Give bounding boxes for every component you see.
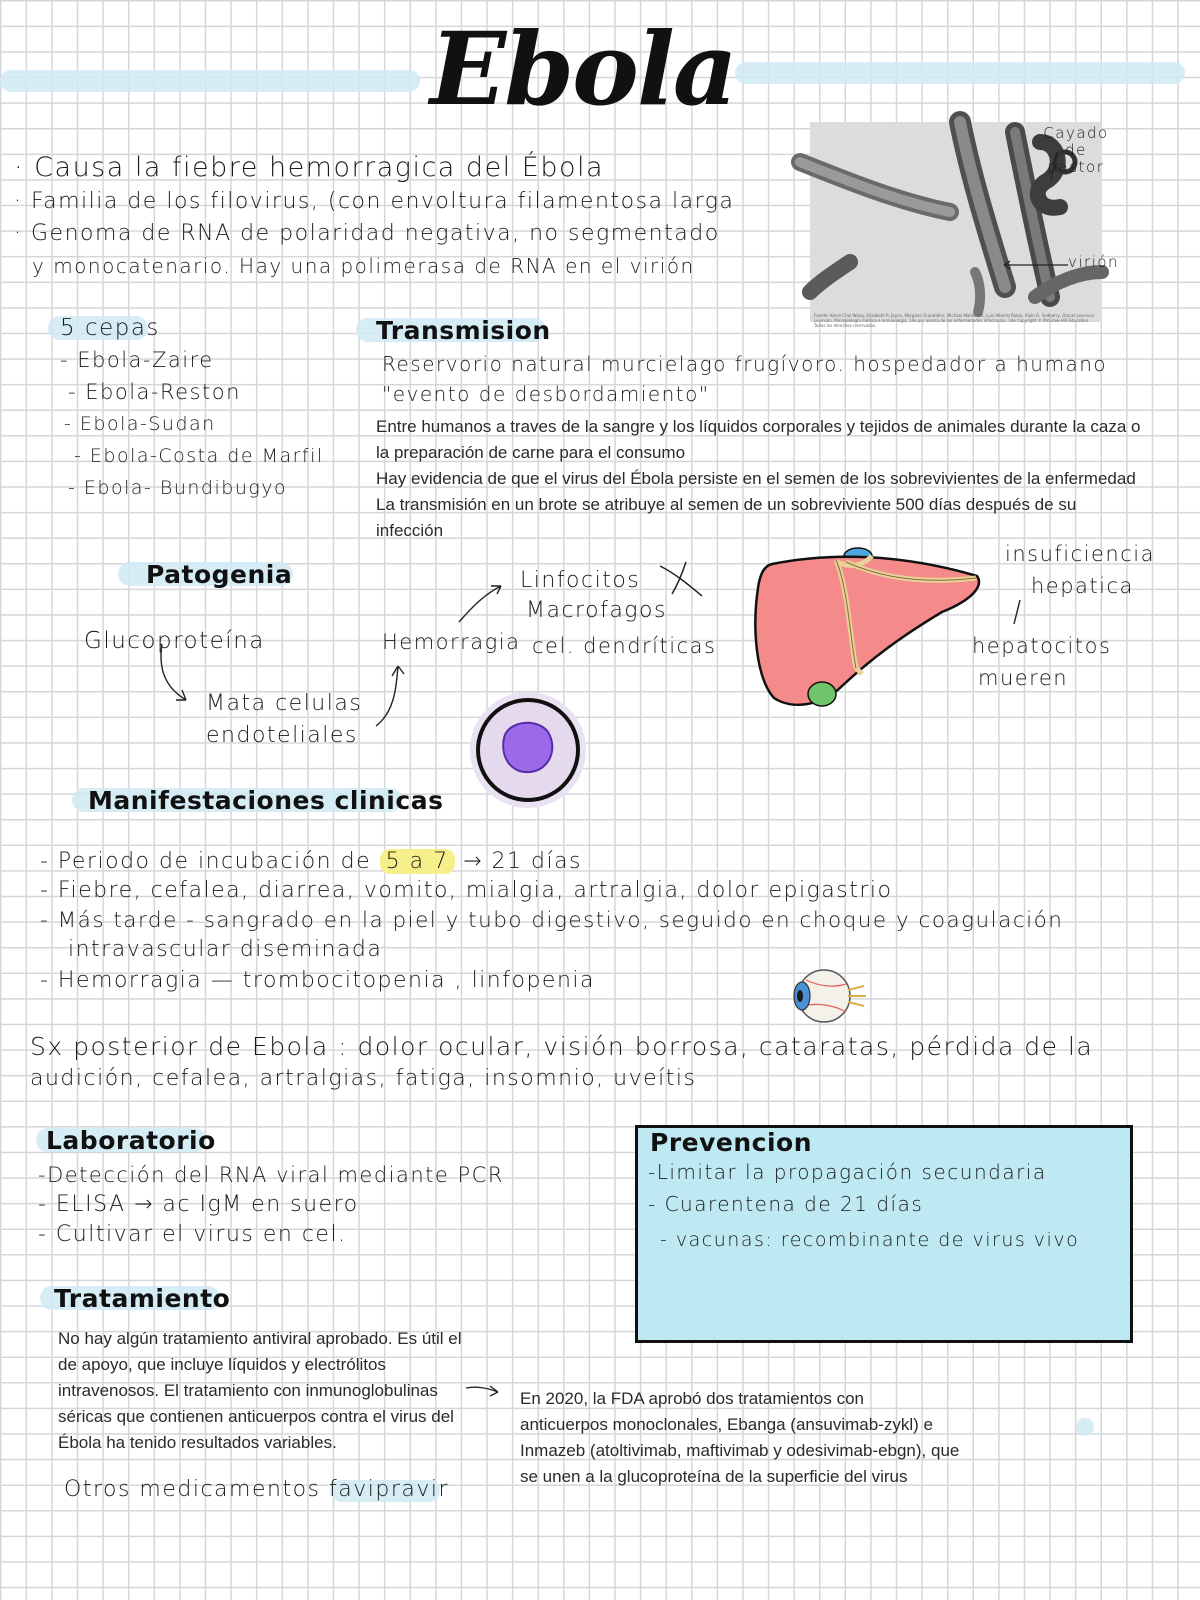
prevencion-heading: Prevencion <box>650 1128 813 1157</box>
micrograph-caption: Fuente: Kevin Choi-Wong, Elizabeth R. Joyce, Morgane Grandidier, Michael Mallouhas, Luis Alberto Rubio, Alain G. Sedberry, Daniel Levinson Levinson, Microbiología médica e inmunología, 14e por acerca de las enfermedades infecciosas. 14e Copyright © McGraw-Hill Education. Todos los derechos reservados. <box>814 313 1095 328</box>
transmision-para-line: infección <box>376 521 444 540</box>
transmision-para-line: la preparación de carne para el consumo <box>376 443 686 462</box>
tratamiento-line: de apoyo, que incluye líquidos y electrólitos <box>58 1355 386 1374</box>
cepas-heading: 5 cepas <box>60 315 160 341</box>
sx-block <box>30 1030 1093 1094</box>
patogenia-heading: Patogenia <box>146 560 293 589</box>
transmision-para-line: Entre humanos a traves de la sangre y los líquidos corporales y tejidos de animales durante la caza o <box>376 417 1141 436</box>
label-cayado: Cayado de pastor <box>1043 124 1109 176</box>
liver-illustration <box>752 548 992 728</box>
tratamiento-line: intravenosos. El tratamiento con inmunoglobulinas <box>58 1381 438 1400</box>
arrow-mata-hemorragia <box>372 660 422 730</box>
fda-line: se unen a la glucoproteína de la superficie del virus <box>520 1467 908 1486</box>
sx-line: audición, cefalea, artralgias, fatiga, insomnio, uveítis <box>30 1066 697 1091</box>
manifestacion-item: - Fiebre, cefalea, diarrea, vomito, mialgia, artralgia, dolor epigastrio <box>40 878 893 903</box>
transmision-heading: Transmision <box>376 316 551 345</box>
liver-connector <box>1008 598 1028 628</box>
cell-type: Macrofagos <box>526 598 667 623</box>
eye-illustration <box>788 966 868 1026</box>
cepa-item: - Ebola-Sudan <box>64 413 216 435</box>
laboratorio-list <box>38 1160 504 1250</box>
intro-line: y monocatenario. Hay una polimerasa de RNA en el virión <box>32 254 695 278</box>
page-title: Ebola <box>430 10 736 128</box>
cell-illustration <box>468 692 588 812</box>
intro-block <box>14 150 734 282</box>
favipravir-text: favipravir <box>329 1477 450 1502</box>
arrow-hemorragia-cells <box>455 578 515 628</box>
incubacion-highlight: 5 a 7 <box>380 849 455 874</box>
mata-line: Mata celulas <box>206 691 363 716</box>
otros-text: Otros medicamentos <box>64 1477 329 1502</box>
mata-line: endoteliales <box>206 723 358 748</box>
manifestacion-item: - Hemorragia — trombocitopenia , linfopenia <box>40 968 595 993</box>
cepas-section <box>60 312 324 504</box>
hepatocitos-label <box>972 630 1111 694</box>
tratamiento-line: No hay algún tratamiento antiviral aprobado. Es útil el <box>58 1329 462 1348</box>
intro-line: · Causa la fiebre hemorragica del Ébola <box>14 152 605 183</box>
fda-line: anticuerpos monoclonales, Ebanga (ansuvimab-zykl) e <box>520 1415 933 1434</box>
sx-line: Sx posterior de Ebola : dolor ocular, visión borrosa, cataratas, pérdida de la <box>30 1032 1094 1061</box>
incubacion-text: - Periodo de incubación de <box>40 849 380 874</box>
hemorragia-label: Hemorragia <box>382 630 521 654</box>
arrow-virion <box>1000 258 1070 272</box>
transmision-para-line: La transmisión en un brote se atribuye al semen de un sobreviviente 500 días después de su <box>376 495 1077 514</box>
transmision-paragraph <box>376 414 1141 544</box>
tratamiento-paragraph <box>58 1326 462 1456</box>
transmision-line: "evento de desbordamiento" <box>382 382 710 406</box>
tratamiento-line: séricas que contienen anticuerpos contra el virus del <box>58 1407 454 1426</box>
insuficiencia-line: hepatica <box>1031 574 1134 598</box>
fda-paragraph <box>520 1386 959 1490</box>
tratamiento-heading: Tratamiento <box>54 1284 231 1313</box>
arrow-glucoproteina <box>150 640 210 710</box>
laboratorio-heading: Laboratorio <box>46 1126 216 1155</box>
title-highlight-left <box>0 70 420 92</box>
fda-line: Inmazeb (atoltivimab, maftivimab y odesivimab-ebgn), que <box>520 1441 960 1460</box>
intro-line: · Genoma de RNA de polaridad negativa, no segmentado <box>14 221 720 246</box>
cell-type: Linfocitos <box>520 568 641 593</box>
mata-label <box>206 688 362 752</box>
cepa-item: - Ebola-Costa de Marfil <box>74 445 324 467</box>
cepa-item: - Ebola-Zaire <box>60 348 214 372</box>
cepa-item: - Ebola- Bundibugyo <box>68 477 288 499</box>
prevencion-item: - Cuarentena de 21 días <box>648 1192 924 1216</box>
laboratorio-item: -Detección del RNA viral mediante PCR <box>38 1163 504 1187</box>
prevencion-list <box>648 1156 1079 1260</box>
laboratorio-item: - Cultivar el virus en cel. <box>38 1222 347 1247</box>
intro-line: · Familia de los filovirus, (con envoltura filamentosa larga <box>14 189 735 214</box>
hepatocitos-line: hepatocitos <box>972 634 1112 658</box>
cell-type: cel. dendríticas <box>532 634 717 658</box>
incubacion-post: → 21 días <box>454 849 583 874</box>
tratamiento-line: Ébola ha tenido resultados variables. <box>58 1433 337 1452</box>
arrow-tratamiento <box>464 1380 504 1400</box>
fda-line: En 2020, la FDA aprobó dos tratamientos con <box>520 1389 864 1408</box>
arrow-cayado <box>1045 150 1075 190</box>
manifestaciones-heading: Manifestaciones clinicas <box>88 786 444 815</box>
otros-medicamentos <box>64 1474 449 1506</box>
prevencion-item: -Limitar la propagación secundaria <box>648 1160 1047 1184</box>
insuficiencia-label <box>1005 538 1155 602</box>
prevencion-item: - vacunas: recombinante de virus vivo <box>660 1229 1080 1251</box>
manifestacion-item: - Más tarde - sangrado en la piel y tubo digestivo, seguido en choque y coagulación <box>40 908 1064 933</box>
hepatocitos-line: mueren <box>978 666 1069 690</box>
cross-mark <box>656 560 706 600</box>
manifestacion-item <box>40 848 1063 876</box>
manifestaciones-list <box>40 848 1063 998</box>
decorative-dot <box>1076 1418 1094 1436</box>
transmision-line: Reservorio natural murcielago frugívoro. hospedador a humano <box>382 352 1108 376</box>
label-virion: virión <box>1068 253 1120 271</box>
title-highlight-right <box>735 62 1185 84</box>
cepa-item: - Ebola-Reston <box>68 380 241 404</box>
glucoproteina-label: Glucoproteína <box>84 628 265 654</box>
transmision-para-line: Hay evidencia de que el virus del Ébola persiste en el semen de los sobrevivientes de la enfermedad <box>376 469 1136 488</box>
laboratorio-item: - ELISA → ac IgM en suero <box>38 1192 359 1217</box>
manifestacion-item: intravascular diseminada <box>68 937 383 962</box>
insuficiencia-line: insuficiencia <box>1005 542 1155 566</box>
cells-list <box>520 566 667 626</box>
